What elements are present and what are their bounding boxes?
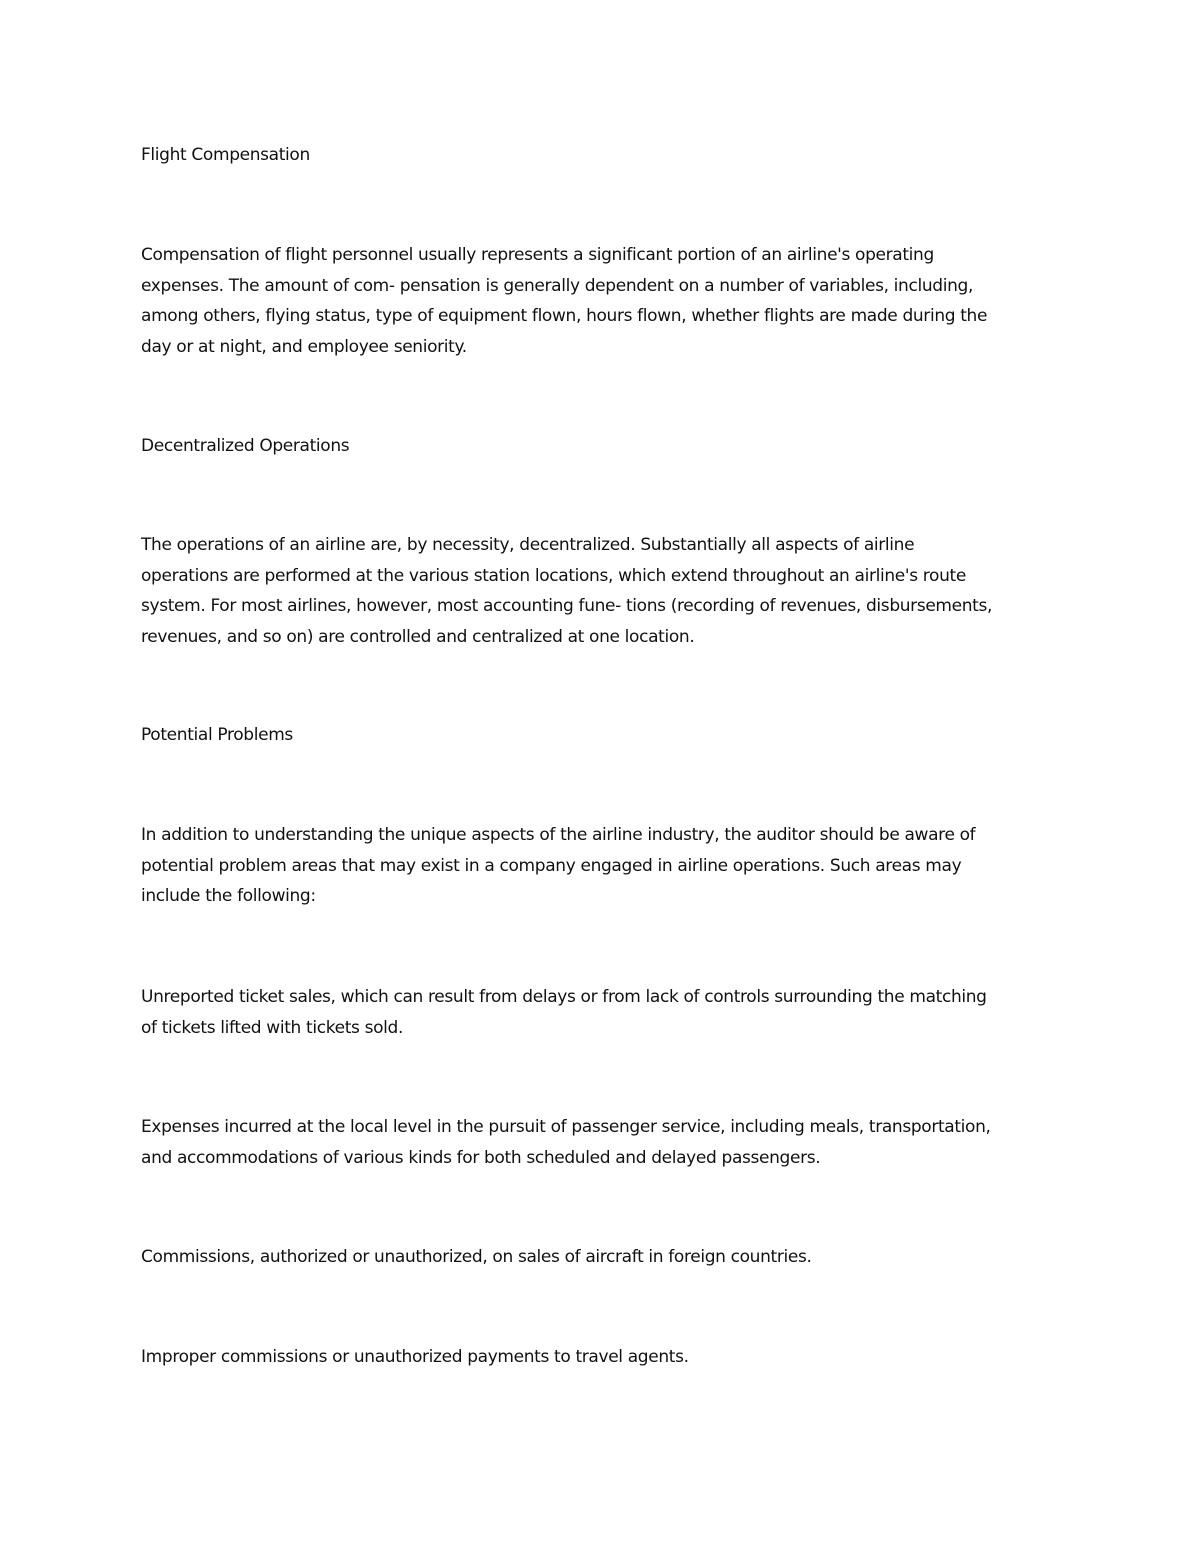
paragraph-decentralized-operations: [141, 530, 1066, 652]
text-line: system. For most airlines, however, most accounting fune- tions (recording of revenues, disbursements,: [141, 596, 993, 616]
paragraph-potential-problems-intro: [141, 820, 1066, 912]
text-line: Expenses incurred at the local level in the pursuit of passenger service, including meals, transportation,: [141, 1117, 991, 1137]
list-item-travel-agent-payments: [141, 1342, 1066, 1373]
section-heading-flight-compensation: Flight Compensation: [141, 145, 310, 165]
text-line: The operations of an airline are, by necessity, decentralized. Substantially all aspects of airline: [141, 535, 915, 555]
text-line: revenues, and so on) are controlled and centralized at one location.: [141, 626, 695, 647]
text-line: Improper commissions or unauthorized payments to travel agents.: [141, 1347, 689, 1367]
list-item-aircraft-commissions: [141, 1242, 1066, 1273]
text-line: potential problem areas that may exist in a company engaged in airline operations. Such areas may: [141, 855, 962, 876]
text-line: In addition to understanding the unique aspects of the airline industry, the auditor should be aware of: [141, 825, 976, 845]
text-line: among others, flying status, type of equipment flown, hours flown, whether flights are made during the: [141, 306, 988, 326]
text-line: operations are performed at the various station locations, which extend throughout an airline's route: [141, 565, 966, 586]
text-line: of tickets lifted with tickets sold.: [141, 1017, 404, 1038]
list-item-local-expenses: [141, 1112, 1066, 1173]
paragraph-flight-compensation: [141, 240, 1066, 362]
text-line: expenses. The amount of com- pensation is generally dependent on a number of variables, including,: [141, 275, 974, 296]
text-line: and accommodations of various kinds for both scheduled and delayed passengers.: [141, 1147, 821, 1168]
section-heading-decentralized-operations: Decentralized Operations: [141, 436, 350, 456]
text-line: Compensation of flight personnel usually represents a significant portion of an airline's operating: [141, 245, 934, 265]
section-heading-potential-problems: Potential Problems: [141, 725, 293, 745]
text-line: day or at night, and employee seniority.: [141, 336, 467, 357]
text-line: Commissions, authorized or unauthorized, on sales of aircraft in foreign countries.: [141, 1247, 812, 1267]
text-line: Unreported ticket sales, which can result from delays or from lack of controls surrounding the matching: [141, 987, 987, 1007]
text-line: include the following:: [141, 886, 316, 906]
list-item-unreported-ticket-sales: [141, 982, 1066, 1043]
